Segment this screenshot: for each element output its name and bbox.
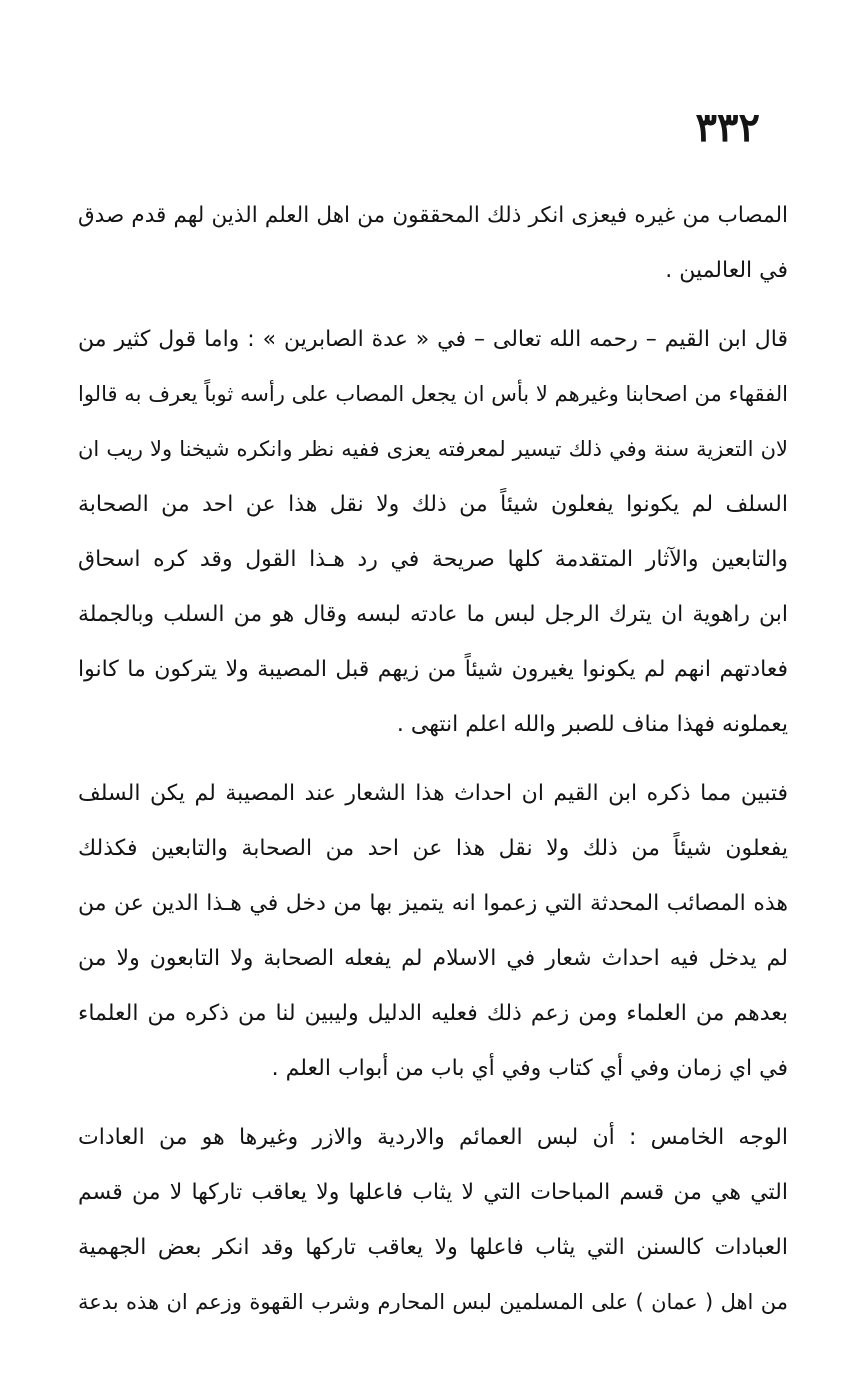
text-line: لم يدخل فيه احداث شعار في الاسلام لم يفعله الصحابة ولا التابعون ولا من — [78, 946, 788, 971]
text-line: قال ابن القيم – رحمه الله تعالى – في « عدة الصابرين » : واما قول كثير من — [78, 327, 788, 352]
text-line: السلف لم يكونوا يفعلون شيئاً من ذلك ولا نقل هذا عن احد من الصحابة — [78, 492, 788, 517]
paragraph-gap — [78, 752, 788, 766]
text-line: يعملونه فهذا مناف للصبر والله اعلم انتهى . — [396, 712, 788, 737]
text-line: والتابعين والآثار المتقدمة كلها صريحة في رد هـذا القول وقد كره اسحاق — [78, 547, 788, 572]
text-line: من اهل ( عمان ) على المسلمين لبس المحارم وشرب القهوة وزعم ان هذه بدعة — [78, 1290, 788, 1314]
page-number: ٣٣٢ — [695, 104, 760, 151]
text-line: الوجه الخامس : أن لبس العمائم والاردية والازر وغيرها هو من العادات — [78, 1125, 788, 1150]
paragraph-gap — [78, 1096, 788, 1110]
text-line: هذه المصائب المحدثة التي زعموا انه يتميز بها من دخل في هـذا الدين عن من — [78, 891, 788, 916]
body-text — [78, 188, 788, 1330]
text-line: في العالمين . — [665, 258, 788, 283]
text-line: ابن راهوية ان يترك الرجل لبس ما عادته لبسه وقال هو من السلب وبالجملة — [78, 602, 788, 627]
text-line: العبادات كالسنن التي يثاب فاعلها ولا يعاقب تاركها وقد انكر بعض الجهمية — [78, 1235, 788, 1260]
text-line: التي هي من قسم المباحات التي لا يثاب فاعلها ولا يعاقب تاركها لا من قسم — [78, 1180, 788, 1205]
text-line: المصاب من غيره فيعزى انكر ذلك المحققون من اهل العلم الذين لهم قدم صدق — [78, 203, 788, 228]
text-line: فعادتهم انهم لم يكونوا يغيرون شيئاً من زيهم قبل المصيبة ولا يتركون ما كانوا — [78, 657, 788, 682]
text-line: بعدهم من العلماء ومن زعم ذلك فعليه الدليل وليبين لنا من ذكره من العلماء — [78, 1001, 788, 1026]
text-line: الفقهاء من اصحابنا وغيرهم لا بأس ان يجعل المصاب على رأسه ثوباً يعرف به قالوا — [78, 382, 788, 406]
paragraph-gap — [78, 298, 788, 312]
text-line: يفعلون شيئاً من ذلك ولا نقل هذا عن احد من الصحابة والتابعين فكذلك — [78, 836, 788, 861]
text-line: فتبين مما ذكره ابن القيم ان احداث هذا الشعار عند المصيبة لم يكن السلف — [78, 781, 788, 806]
text-line: في اي زمان وفي أي كتاب وفي أي باب من أبواب العلم . — [271, 1056, 788, 1081]
text-line: لان التعزية سنة وفي ذلك تيسير لمعرفته يعزى ففيه نظر وانكره شيخنا ولا ريب ان — [78, 437, 788, 461]
